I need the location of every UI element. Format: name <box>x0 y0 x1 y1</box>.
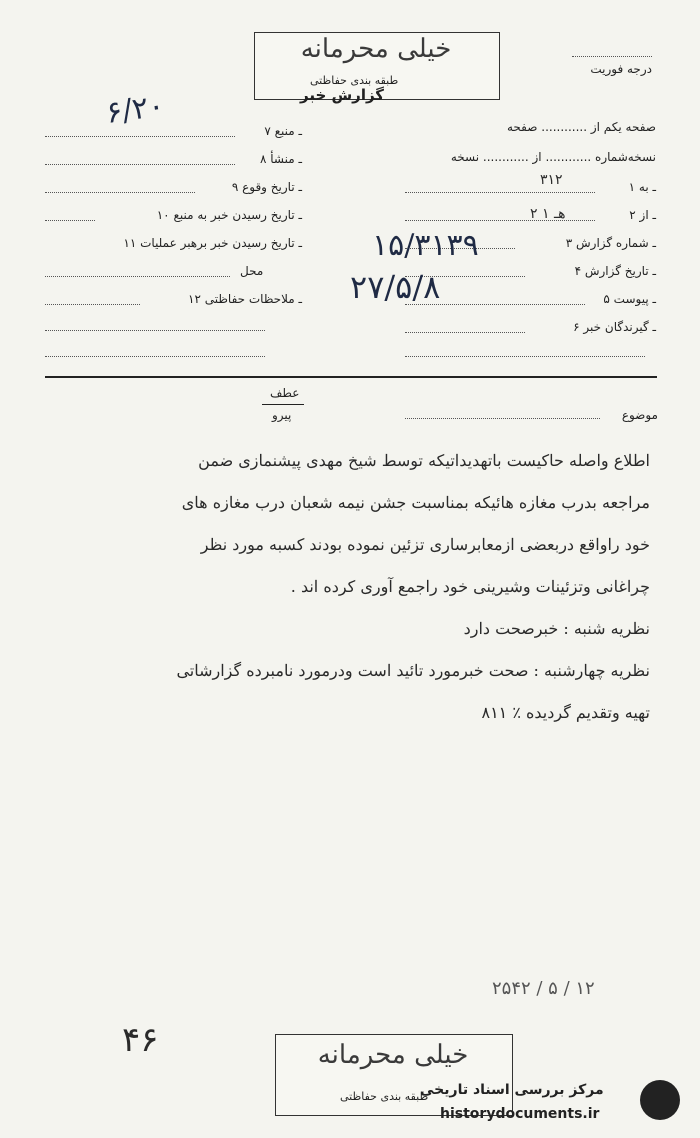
field-4-label: ۴ ـ تاریخ گزارش <box>574 264 656 278</box>
field-6-line <box>405 332 525 333</box>
watermark-org: مرکز بررسی اسناد تاریخی <box>420 1082 604 1098</box>
classification-handwritten: خیلی محرمانه <box>300 34 452 64</box>
field-5-label: ۵ ـ پیوست <box>603 292 656 306</box>
field-7-line <box>45 136 235 137</box>
watermark-logo-icon <box>640 1080 680 1120</box>
footer-classification-label: طبقه بندی حفاظتی <box>340 1090 429 1103</box>
field-11-line <box>45 276 230 277</box>
field-10-label: ۱۰ ـ تاریخ رسیدن خبر به منبع <box>156 208 302 222</box>
field-11-continued: محل <box>240 264 264 278</box>
field-1-label: ۱ ـ به <box>628 180 656 194</box>
urgency-field-line <box>572 56 652 57</box>
urgency-label: درجه فوریت <box>590 62 652 76</box>
field-12-line-3 <box>45 356 265 357</box>
field-7-label: ۷ ـ منبع <box>264 124 302 138</box>
field-8-label: ۸ ـ منشأ <box>259 152 302 166</box>
classification-label: طبقه بندی حفاظتی <box>310 74 399 87</box>
subject-ref-1: عطف <box>270 386 300 400</box>
field-9-line <box>45 192 195 193</box>
field-2-line <box>405 220 595 221</box>
page-field: صفحه یکم از ............ صفحه <box>507 120 656 134</box>
report-date-handwritten: ۲۷/۵/۸ <box>350 268 441 306</box>
watermark-url: historydocuments.ir <box>440 1106 600 1122</box>
body-line: نظریه شنبه : خبرصحت دارد <box>463 619 650 638</box>
subject-ref-divider <box>262 404 304 405</box>
field-1-value: ۳۱۲ <box>540 172 563 188</box>
margin-note: ۶/۲۰ <box>103 88 167 131</box>
subject-label: موضوع <box>621 408 658 422</box>
body-line: چراغانی وتزئینات وشیرینی خود راجمع آوری کرده اند . <box>290 577 650 596</box>
field-3-label: ۳ ـ شماره گزارش <box>565 236 656 250</box>
subject-line <box>405 418 600 419</box>
report-body <box>40 440 650 734</box>
field-9-label: ۹ ـ تاریخ وقوع <box>231 180 302 194</box>
subject-ref-2: پیرو <box>272 408 292 422</box>
field-2-label: ۲ ـ از <box>629 208 656 222</box>
field-2-value: ۲ هـ ۱ <box>530 206 566 222</box>
field-11-label: ۱۱ ـ تاریخ رسیدن خبر برهبر عملیات <box>123 236 302 250</box>
field-1-line <box>405 192 595 193</box>
field-10-line <box>45 220 95 221</box>
field-8-line <box>45 164 235 165</box>
header-divider <box>45 376 657 378</box>
body-line: اطلاع واصله حاکیست باتهدیداتیکه توسط شیخ مهدی پیشنمازی ضمن <box>198 451 650 470</box>
report-number-handwritten: ۱۵/۳۱۳۹ <box>372 228 479 263</box>
field-12-line-2 <box>45 330 265 331</box>
field-6-label: ۶ ـ گیرندگان خبر <box>573 320 656 334</box>
field-12-line <box>45 304 140 305</box>
field-12-label: ۱۲ ـ ملاحظات حفاظتی <box>188 292 302 306</box>
body-line: تهیه وتقدیم گردیده ٪ ۸۱۱ <box>481 703 650 722</box>
archive-number: ۲۵۴۲ / ۵ / ۱۲ <box>492 978 595 999</box>
footer-classification-handwritten: خیلی محرمانه <box>317 1040 469 1070</box>
body-line: مراجعه بدرب مغازه هائیکه بمناسبت جشن نیمه شعبان درب مغازه های <box>181 493 650 512</box>
field-6-line-2 <box>405 356 645 357</box>
body-line: نظریه چهارشنبه : صحت خبرمورد تائید است ودرمورد نامبرده گزارشاتی <box>176 661 650 680</box>
body-line: خود راواقع دربعضی ازمعابرساری تزئین نموده بودند کسبه مورد نظر <box>200 535 650 554</box>
form-title: گزارش خبر <box>300 86 385 104</box>
copy-number-field: نسخه‌شماره ............ از ............ نسخه <box>450 150 656 164</box>
margin-number: ۴۶ <box>122 1020 159 1060</box>
